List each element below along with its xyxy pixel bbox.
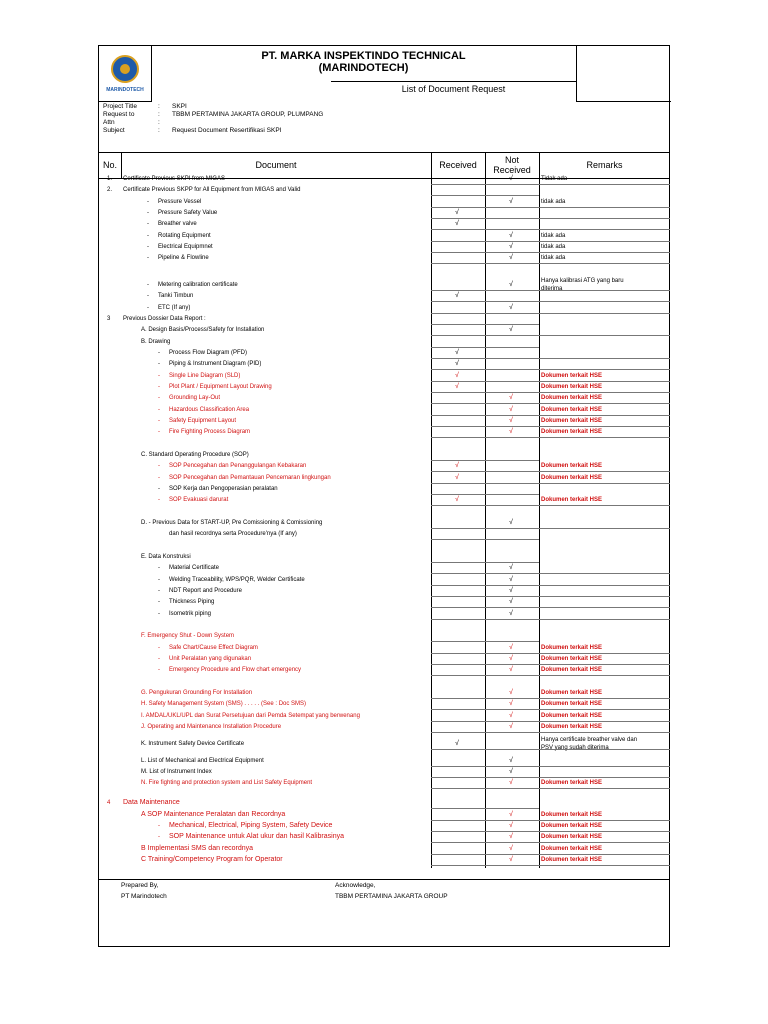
remark-text-line-2: PSV yang sudah diterima (541, 745, 609, 751)
logo-cell (99, 46, 152, 102)
document-item: Emergency Procedure and Flow chart emergency (169, 667, 302, 673)
row-bullet: - (158, 373, 160, 379)
document-item: ETC (If any) (158, 305, 191, 311)
received-check-icon: √ (455, 220, 459, 227)
not-received-check-icon: √ (509, 712, 513, 719)
document-item: K. Instrument Safety Device Certificate (141, 741, 245, 747)
col-header-not-received: Not Received (493, 155, 531, 175)
document-item: Welding Traceability, WPS/PQR, Welder Certificate (169, 577, 305, 583)
not-received-check-icon: √ (509, 232, 513, 239)
remark-text: Dokumen terkait HSE (541, 395, 603, 401)
remark-text: Dokumen terkait HSE (541, 823, 603, 829)
document-item: NDT Report and Procedure (169, 588, 242, 594)
not-received-check-icon: √ (509, 564, 513, 571)
document-item: D. - Previous Data for START-UP, Pre Comissioning & Comissioning (141, 520, 323, 526)
row-bullet: - (147, 282, 149, 288)
project-value: SKPI (172, 103, 187, 110)
col-header-remarks: Remarks (586, 160, 623, 170)
company-name (151, 50, 576, 74)
row-bullet: - (147, 199, 149, 205)
received-check-icon: √ (455, 474, 459, 481)
not-received-check-icon: √ (509, 394, 513, 401)
col-header-document: Document (255, 160, 297, 170)
received-check-icon: √ (455, 209, 459, 216)
document-item: Tanki Timbun (158, 293, 194, 299)
document-title: List of Document Request (401, 84, 506, 94)
received-check-icon: √ (455, 740, 459, 747)
document-item: N. Fire fighting and protection system and List Safety Equipment (141, 780, 313, 786)
document-item: A SOP Maintenance Peralatan dan Recordnya (141, 811, 286, 818)
row-bullet: - (147, 293, 149, 299)
not-received-check-icon: √ (509, 406, 513, 413)
row-bullet: - (158, 429, 160, 435)
remark-text: tidak ada (541, 244, 566, 250)
remark-text: Dokumen terkait HSE (541, 846, 603, 852)
document-item: Pipeline & Flowline (158, 255, 209, 261)
row-bullet: - (158, 588, 160, 594)
not-received-check-icon: √ (509, 175, 513, 182)
remark-text: Dokumen terkait HSE (541, 812, 603, 818)
received-check-icon: √ (455, 496, 459, 503)
not-received-check-icon: √ (509, 587, 513, 594)
not-received-check-icon: √ (509, 723, 513, 730)
received-check-icon: √ (455, 462, 459, 469)
document-item: Pressure Safety Value (158, 210, 218, 216)
not-received-check-icon: √ (509, 519, 513, 526)
document-item: Hazardous Classification Area (169, 407, 250, 413)
row-bullet: - (158, 611, 160, 617)
document-item: Previous Dossier Data Report : (123, 316, 206, 322)
remark-text: tidak ada (541, 255, 566, 261)
received-check-icon: √ (455, 372, 459, 379)
document-item: B. Drawing (141, 339, 171, 345)
col-header-no: No. (102, 160, 117, 170)
document-item: SOP Pencegahan dan Pemantauan Pencemaran lingkungan (169, 475, 331, 481)
not-received-check-icon: √ (509, 254, 513, 261)
remark-text: Dokumen terkait HSE (541, 690, 603, 696)
document-item: Electrical Equipmnet (158, 244, 213, 250)
remark-text: Dokumen terkait HSE (541, 497, 603, 503)
row-bullet: - (147, 221, 149, 227)
remark-text: Dokumen terkait HSE (541, 656, 603, 662)
document-item: Piping & Instrument Diagram (PID) (169, 361, 262, 367)
row-bullet: - (158, 834, 160, 840)
project-value: Request Document Resertifikasi SKPI (172, 127, 282, 134)
remark-text: Dokumen terkait HSE (541, 667, 603, 673)
remark-text: Dokumen terkait HSE (541, 713, 603, 719)
row-bullet: - (147, 244, 149, 250)
row-bullet: - (158, 384, 160, 390)
document-item: I. AMDAL/UKL/UPL dan Surat Persetujuan dari Pemda Setempat yang berwenang (141, 713, 360, 719)
document-item: C. Standard Operating Procedure (SOP) (141, 452, 249, 458)
remark-text: Dokumen terkait HSE (541, 475, 603, 481)
remark-text: Dokumen terkait HSE (541, 418, 603, 424)
acknowledge-label: Acknowledge, (335, 882, 376, 889)
document-item: Safety Equipment Layout (169, 418, 237, 424)
document-item: Unit Peralatan yang digunakan (169, 656, 252, 662)
project-sep: : (158, 111, 160, 118)
remark-text: Hanya certificate breather valve dan (541, 737, 638, 743)
not-received-check-icon: √ (509, 779, 513, 786)
row-number: 2. (107, 187, 113, 193)
document-item: Data Maintenance (123, 799, 180, 806)
document-item: M. List of Instrument Index (141, 769, 212, 775)
col-header-received: Received (439, 160, 477, 170)
document-item: A. Design Basis/Process/Safety for Installation (141, 327, 265, 333)
received-check-icon: √ (455, 383, 459, 390)
project-key: Subject (103, 127, 125, 134)
row-bullet: - (158, 656, 160, 662)
row-bullet: - (158, 486, 160, 492)
document-item: Pressure Vessel (158, 199, 202, 205)
not-received-check-icon: √ (509, 281, 513, 288)
document-item: dan hasil recordnya serta Procedure'nya (If any) (169, 531, 297, 537)
not-received-check-icon: √ (509, 822, 513, 829)
remark-text: tidak ada (541, 233, 566, 239)
project-key: Attn (103, 119, 115, 126)
document-item: Process Flow Diagram (PFD) (169, 350, 248, 356)
document-item: Thickness Piping (169, 599, 215, 605)
document-item: Certificate Previous SKPI from MIGAS (123, 176, 226, 182)
row-number: 3 (107, 316, 111, 322)
acknowledge-name: TBBM PERTAMINA JAKARTA GROUP (335, 893, 448, 900)
remark-text-line-2: diterima (541, 286, 563, 292)
remark-text: Dokumen terkait HSE (541, 780, 603, 786)
document-item: Metering calibration certificate (158, 282, 238, 288)
not-received-check-icon: √ (509, 768, 513, 775)
not-received-check-icon: √ (509, 598, 513, 605)
document-item: Mechanical, Electrical, Piping System, Safety Device (169, 822, 333, 829)
row-number: 1. (107, 176, 113, 182)
row-bullet: - (158, 395, 160, 401)
document-item: Breather valve (158, 221, 197, 227)
not-received-check-icon: √ (509, 700, 513, 707)
document-item: SOP Kerja dan Pengoperasian peralatan (169, 486, 278, 492)
row-bullet: - (158, 599, 160, 605)
not-received-check-icon: √ (509, 666, 513, 673)
row-bullet: - (147, 255, 149, 261)
document-item: H. Safety Management System (SMS) . . . . . (See : Doc SMS) (141, 701, 307, 707)
document-item: Plot Plant / Equipment Layout Drawing (169, 384, 272, 390)
row-bullet: - (158, 497, 160, 503)
row-bullet: - (158, 361, 160, 367)
prepared-name: PT Marindotech (121, 893, 167, 900)
remark-text: tidak ada (541, 199, 566, 205)
not-received-check-icon: √ (509, 644, 513, 651)
received-check-icon: √ (455, 360, 459, 367)
not-received-check-icon: √ (509, 243, 513, 250)
row-bullet: - (147, 233, 149, 239)
not-received-check-icon: √ (509, 689, 513, 696)
row-bullet: - (158, 350, 160, 356)
project-key: Project Title (103, 103, 137, 110)
row-bullet: - (147, 305, 149, 311)
not-received-check-icon: √ (509, 655, 513, 662)
row-number: 4 (107, 800, 111, 806)
document-item: J. Operating and Maintenance Installation Procedure (141, 724, 282, 730)
received-check-icon: √ (455, 292, 459, 299)
row-bullet: - (158, 823, 160, 829)
row-bullet: - (147, 210, 149, 216)
row-bullet: - (158, 475, 160, 481)
remark-text: Hanya kalibrasi ATG yang baru (541, 278, 624, 284)
received-check-icon: √ (455, 349, 459, 356)
document-item: G. Pengukuran Grounding For Installation (141, 690, 253, 696)
company-line-2: (MARINDOTECH) (318, 62, 409, 74)
project-sep: : (158, 127, 160, 134)
remark-text: Dokumen terkait HSE (541, 857, 603, 863)
remark-text: Dokumen terkait HSE (541, 701, 603, 707)
not-received-check-icon: √ (509, 811, 513, 818)
document-item: Isometrik piping (169, 611, 212, 617)
not-received-check-icon: √ (509, 576, 513, 583)
not-received-check-icon: √ (509, 845, 513, 852)
company-line-1: PT. MARKA INSPEKTINDO TECHNICAL (261, 50, 466, 62)
document-item: Rotating Equipment (158, 233, 211, 239)
document-item: C Training/Competency Program for Operator (141, 856, 283, 863)
document-item: Single Line Diagram (SLD) (169, 373, 241, 379)
project-key: Request to (103, 111, 135, 118)
document-item: SOP Evakuasi darurat (169, 497, 229, 503)
not-received-check-icon: √ (509, 757, 513, 764)
row-bullet: - (158, 407, 160, 413)
document-item: F. Emergency Shut - Down System (141, 633, 235, 639)
document-item: B Implementasi SMS dan recordnya (141, 845, 254, 852)
document-sheet (98, 45, 670, 947)
document-item: Material Certificate (169, 565, 220, 571)
company-logo-icon (111, 55, 139, 83)
not-received-check-icon: √ (509, 304, 513, 311)
document-item: Fire Fighting Process Diagram (169, 429, 251, 435)
not-received-check-icon: √ (509, 417, 513, 424)
remark-text: Dokumen terkait HSE (541, 645, 603, 651)
not-received-check-icon: √ (509, 198, 513, 205)
remark-text: Dokumen terkait HSE (541, 429, 603, 435)
remark-text: Dokumen terkait HSE (541, 834, 603, 840)
remark-text: Dokumen terkait HSE (541, 724, 603, 730)
project-sep: : (158, 119, 160, 126)
not-received-check-icon: √ (509, 833, 513, 840)
row-bullet: - (158, 463, 160, 469)
remark-text: Dokumen terkait HSE (541, 373, 603, 379)
remark-text: Tidak ada (541, 176, 568, 182)
not-received-check-icon: √ (509, 326, 513, 333)
project-value: TBBM PERTAMINA JAKARTA GROUP, PLUMPANG (172, 111, 324, 118)
header-right-cell (576, 46, 671, 102)
document-item: Safe Chart/Cause Effect Diagram (169, 645, 258, 651)
prepared-label: Prepared By, (121, 882, 159, 889)
document-item: SOP Pencegahan dan Penanggulangan Kebakaran (169, 463, 307, 469)
row-bullet: - (158, 418, 160, 424)
row-bullet: - (158, 565, 160, 571)
document-item: Grounding Lay-Out (169, 395, 221, 401)
row-bullet: - (158, 645, 160, 651)
document-item: SOP Maintenance untuk Alat ukur dan hasil Kalibrasinya (169, 833, 344, 840)
document-item: Certificate Previous SKPP for All Equipment from MIGAS and Valid (123, 187, 301, 193)
row-bullet: - (158, 667, 160, 673)
remark-text: Dokumen terkait HSE (541, 463, 603, 469)
document-item: E. Data Konstruksi (141, 554, 191, 560)
not-received-check-icon: √ (509, 428, 513, 435)
logo-text: MARINDOTECH (106, 87, 144, 93)
remark-text: Dokumen terkait HSE (541, 384, 603, 390)
document-item: L. List of Mechanical and Electrical Equipment (141, 758, 264, 764)
project-sep: : (158, 103, 160, 110)
not-received-check-icon: √ (509, 856, 513, 863)
remark-text: Dokumen terkait HSE (541, 407, 603, 413)
not-received-check-icon: √ (509, 610, 513, 617)
row-bullet: - (158, 577, 160, 583)
